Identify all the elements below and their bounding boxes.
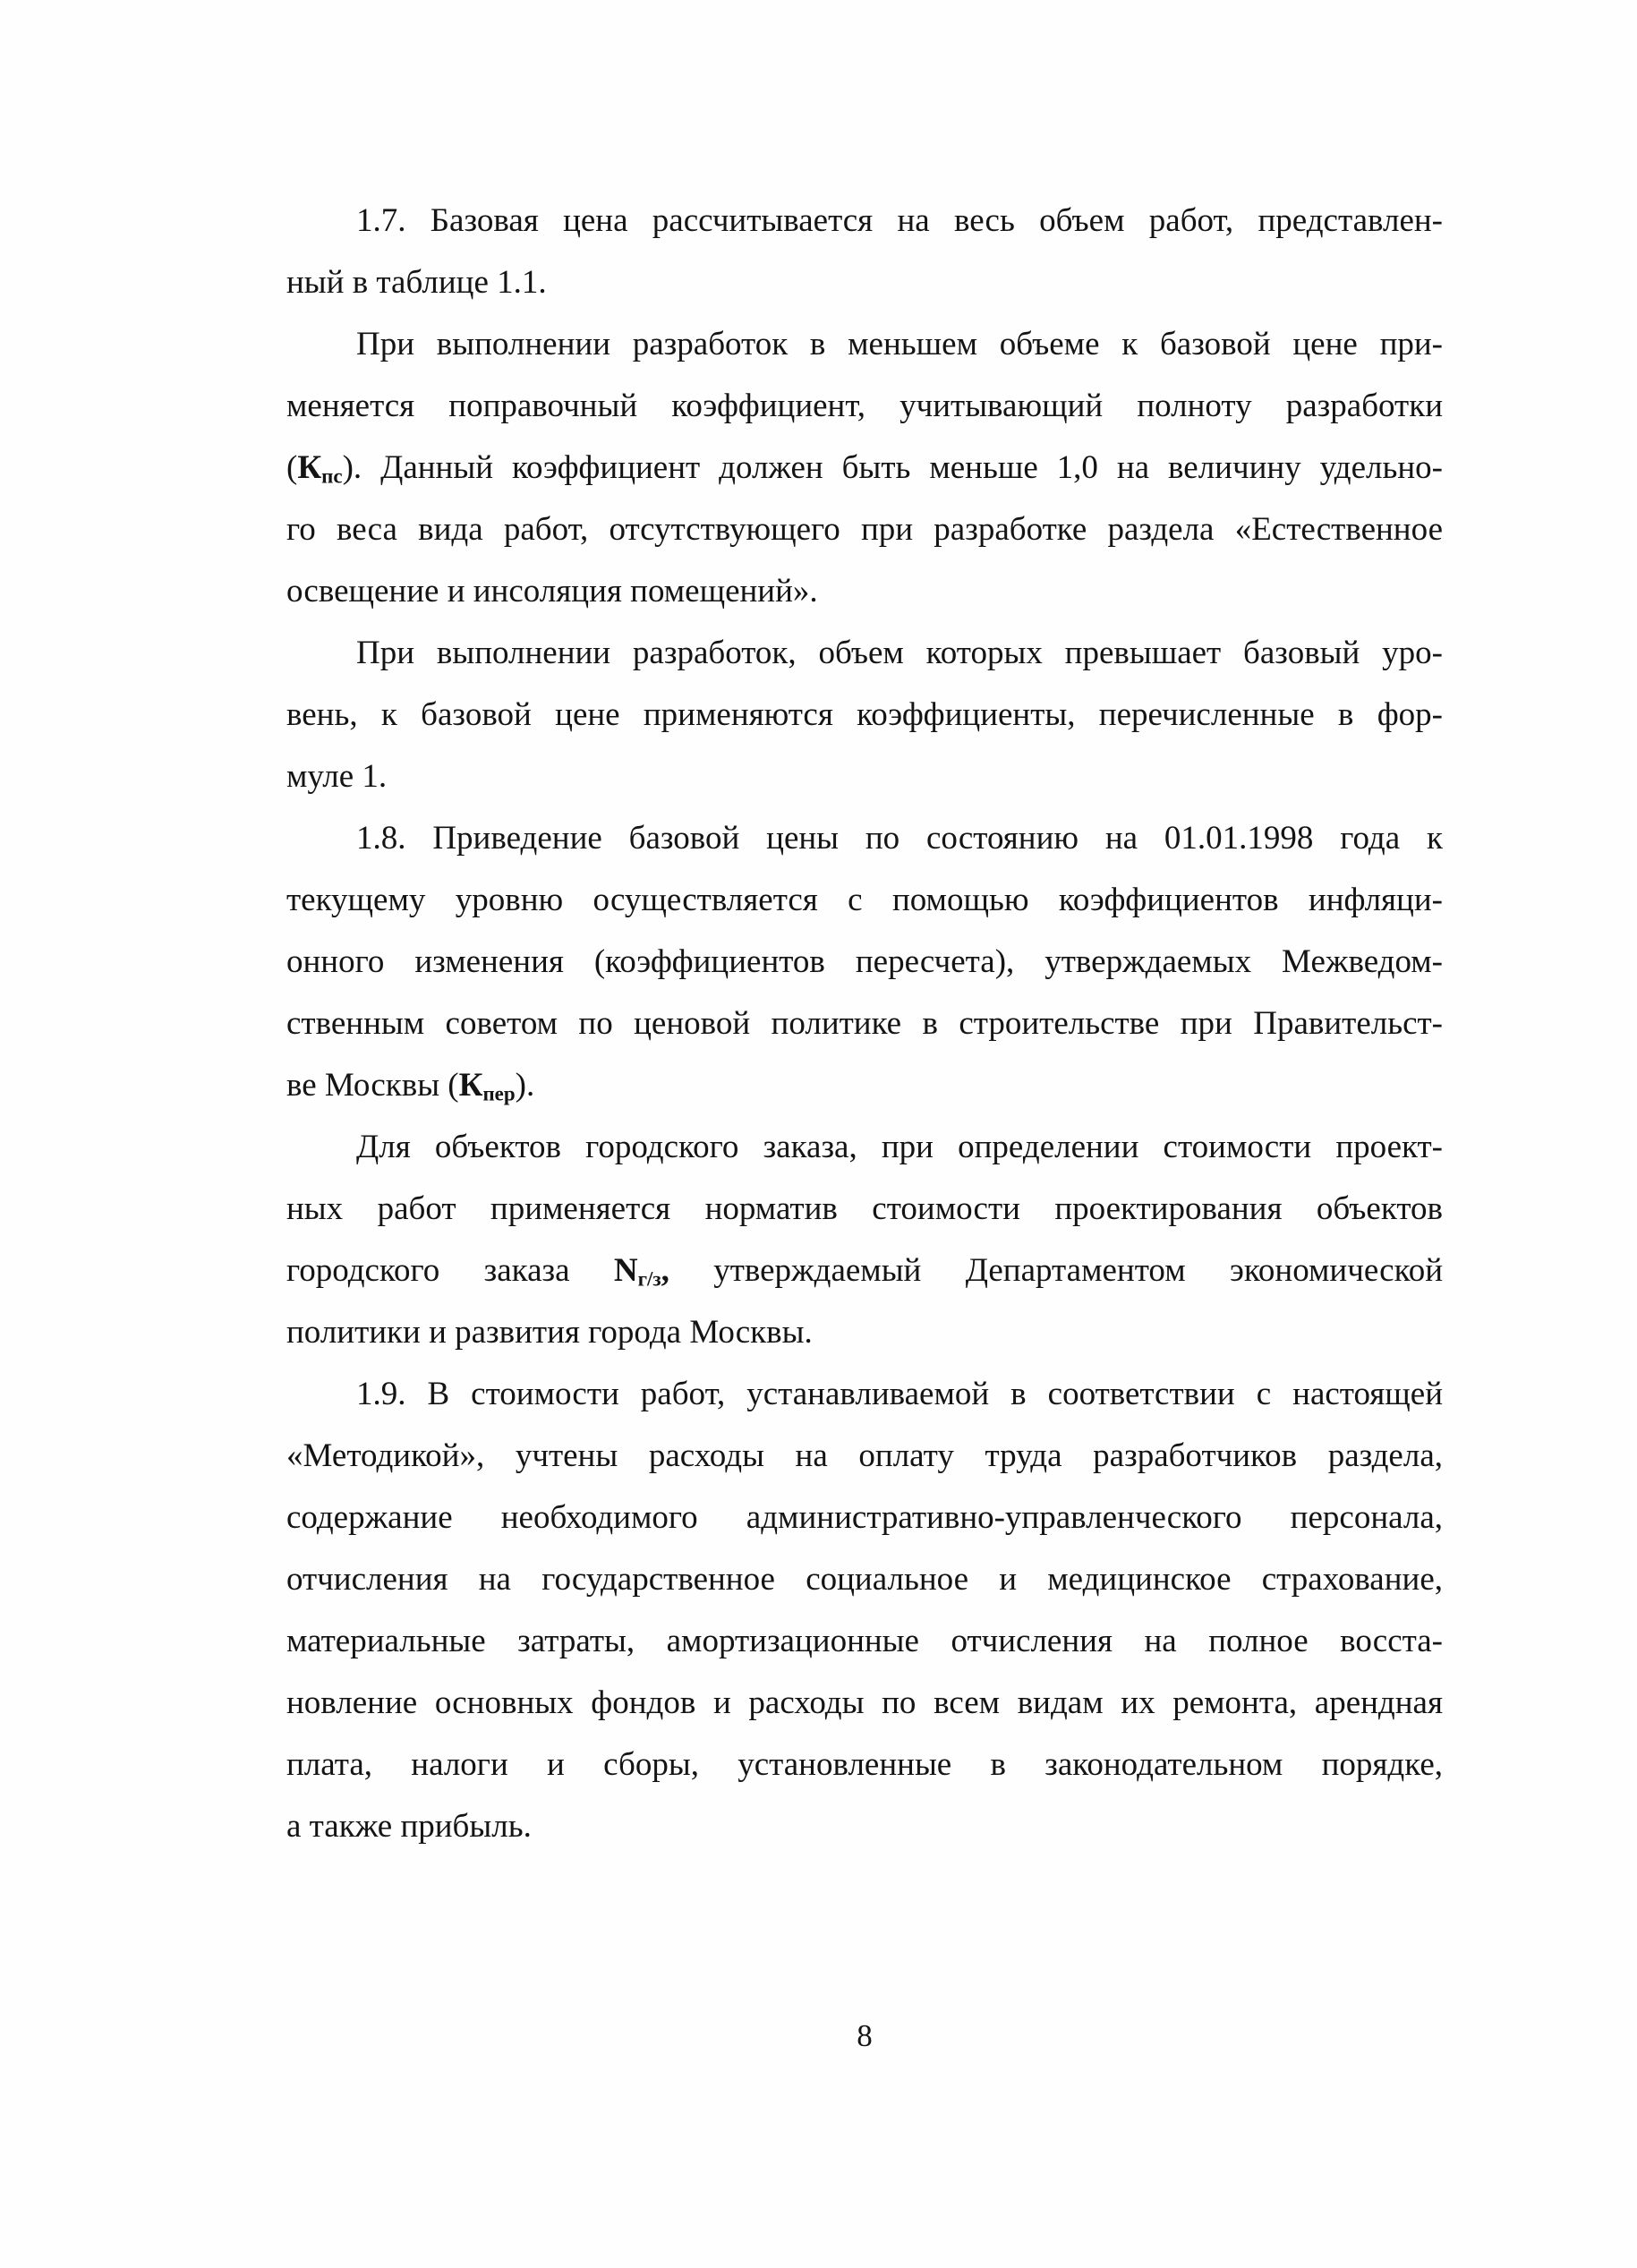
text-line: содержание необходимого административно-управленческого персонала,	[286, 1499, 1443, 1536]
text-line: Для объектов городского заказа, при определении стоимости проект-	[356, 1129, 1443, 1165]
text-line: новление основных фондов и расходы по всем видам их ремонта, арендная	[286, 1684, 1443, 1721]
text-line: ных работ применяется норматив стоимости проектирования объектов	[286, 1190, 1443, 1227]
text-line: освещение и инсоляция помещений».	[286, 573, 818, 610]
text-line: городского заказа $N_{г/з}$, утверждаемый Департаментом экономической	[286, 1252, 1444, 1291]
page-number: 8	[857, 2018, 873, 2053]
text-line: 1.8. Приведение базовой цены по состоянию на 01.01.1998 года к	[356, 820, 1443, 857]
text-line: 1.9. В стоимости работ, устанавливаемой в соответствии с настоящей	[356, 1376, 1443, 1412]
text-line: меняется поправочный коэффициент, учитывающий полноту разработки	[286, 388, 1443, 424]
text-line: При выполнении разработок, объем которых превышает базовый уро-	[356, 635, 1443, 671]
text-line: «Методикой», учтены расходы на оплату труда разработчиков раздела,	[286, 1437, 1443, 1474]
text-line: ве Москвы $(К_{пер})$.	[286, 1067, 535, 1105]
text-line: 1.7. Базовая цена рассчитывается на весь объем работ, представлен-	[356, 202, 1443, 239]
text-line: материальные затраты, амортизационные отчисления на полное восста-	[286, 1623, 1443, 1659]
text-line: политики и развития города Москвы.	[286, 1314, 813, 1351]
text-block	[286, 190, 1443, 1857]
text-line: а также прибыль.	[286, 1808, 532, 1845]
text-line: го веса вида работ, отсутствующего при разработке раздела «Естественное	[286, 511, 1443, 548]
text-line: При выполнении разработок в меньшем объеме к базовой цене при-	[356, 326, 1443, 362]
text-line: муле 1.	[286, 758, 388, 795]
text-line: вень, к базовой цене применяются коэффициенты, перечисленные в фор-	[286, 696, 1443, 733]
text-line: ственным советом по ценовой политике в строительстве при Правительст-	[286, 1005, 1443, 1042]
text-line: плата, налоги и сборы, установленные в законодательном порядке,	[286, 1746, 1443, 1783]
text-line: текущему уровню осуществляется с помощью коэффициентов инфляци-	[286, 882, 1443, 918]
text-line: онного изменения (коэффициентов пересчета), утверждаемых Межведом-	[286, 943, 1443, 980]
text-line: $(К_{пс})$. Данный коэффициент должен быть меньше 1,0 на величину удельно-	[286, 449, 1443, 488]
text-line: ный в таблице 1.1.	[286, 264, 547, 301]
text-line: отчисления на государственное социальное и медицинское страхование,	[286, 1561, 1443, 1598]
